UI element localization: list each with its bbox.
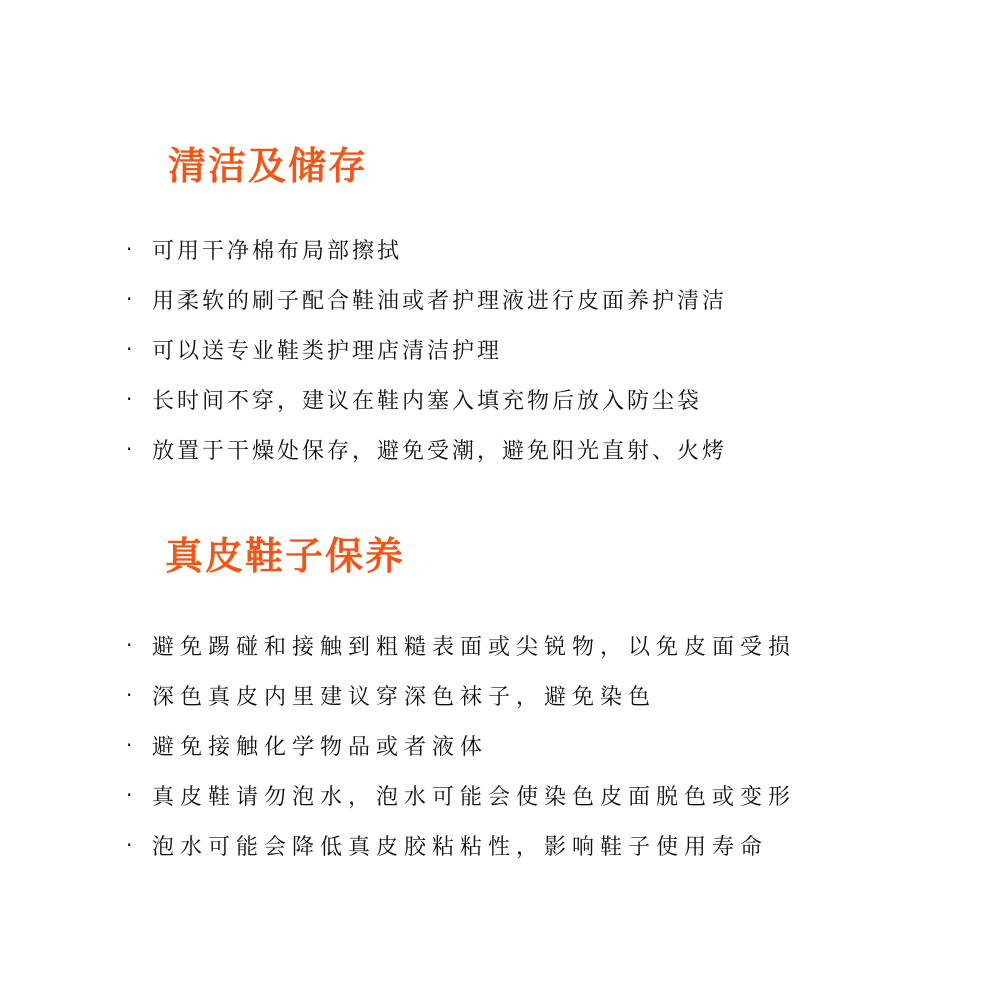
- section-title-cleaning-storage: 清洁及储存: [168, 144, 369, 188]
- list-item: [126, 720, 796, 770]
- bullet-icon: ·: [126, 337, 133, 361]
- bullet-icon: ·: [126, 237, 133, 261]
- leather-shoe-care-list: [126, 620, 796, 870]
- bullet-icon: ·: [126, 437, 133, 461]
- list-item-text: 放置于干燥处保存，避免受潮，避免阳光直射、火烤: [152, 438, 728, 464]
- list-item-text: 长时间不穿，建议在鞋内塞入填充物后放入防尘袋: [152, 388, 703, 414]
- list-item-text: 用柔软的刷子配合鞋油或者护理液进行皮面养护清洁: [152, 288, 728, 314]
- bullet-icon: ·: [126, 783, 133, 807]
- bullet-icon: ·: [126, 733, 133, 757]
- list-item: [126, 620, 796, 670]
- list-item-text: 避免接触化学物品或者液体: [152, 734, 489, 760]
- list-item: [126, 820, 796, 870]
- list-item-text: 泡水可能会降低真皮胶粘粘性，影响鞋子使用寿命: [152, 834, 769, 860]
- list-item: [126, 324, 727, 374]
- bullet-icon: ·: [126, 833, 133, 857]
- section-title-leather-shoe-care: 真皮鞋子保养: [165, 534, 406, 578]
- list-item-text: 深色真皮内里建议穿深色袜子，避免染色: [152, 684, 657, 710]
- list-item-text: 避免踢碰和接触到粗糙表面或尖锐物，以免皮面受损: [152, 634, 797, 660]
- list-item-text: 可以送专业鞋类护理店清洁护理: [152, 338, 503, 364]
- bullet-icon: ·: [126, 683, 133, 707]
- cleaning-storage-list: [126, 224, 727, 474]
- list-item: [126, 374, 727, 424]
- list-item: [126, 274, 727, 324]
- bullet-icon: ·: [126, 287, 133, 311]
- list-item: [126, 770, 796, 820]
- bullet-icon: ·: [126, 387, 133, 411]
- list-item: [126, 224, 727, 274]
- bullet-icon: ·: [126, 633, 133, 657]
- list-item-text: 真皮鞋请勿泡水，泡水可能会使染色皮面脱色或变形: [152, 784, 797, 810]
- list-item-text: 可用干净棉布局部擦拭: [152, 238, 403, 264]
- list-item: [126, 670, 796, 720]
- list-item: [126, 424, 727, 474]
